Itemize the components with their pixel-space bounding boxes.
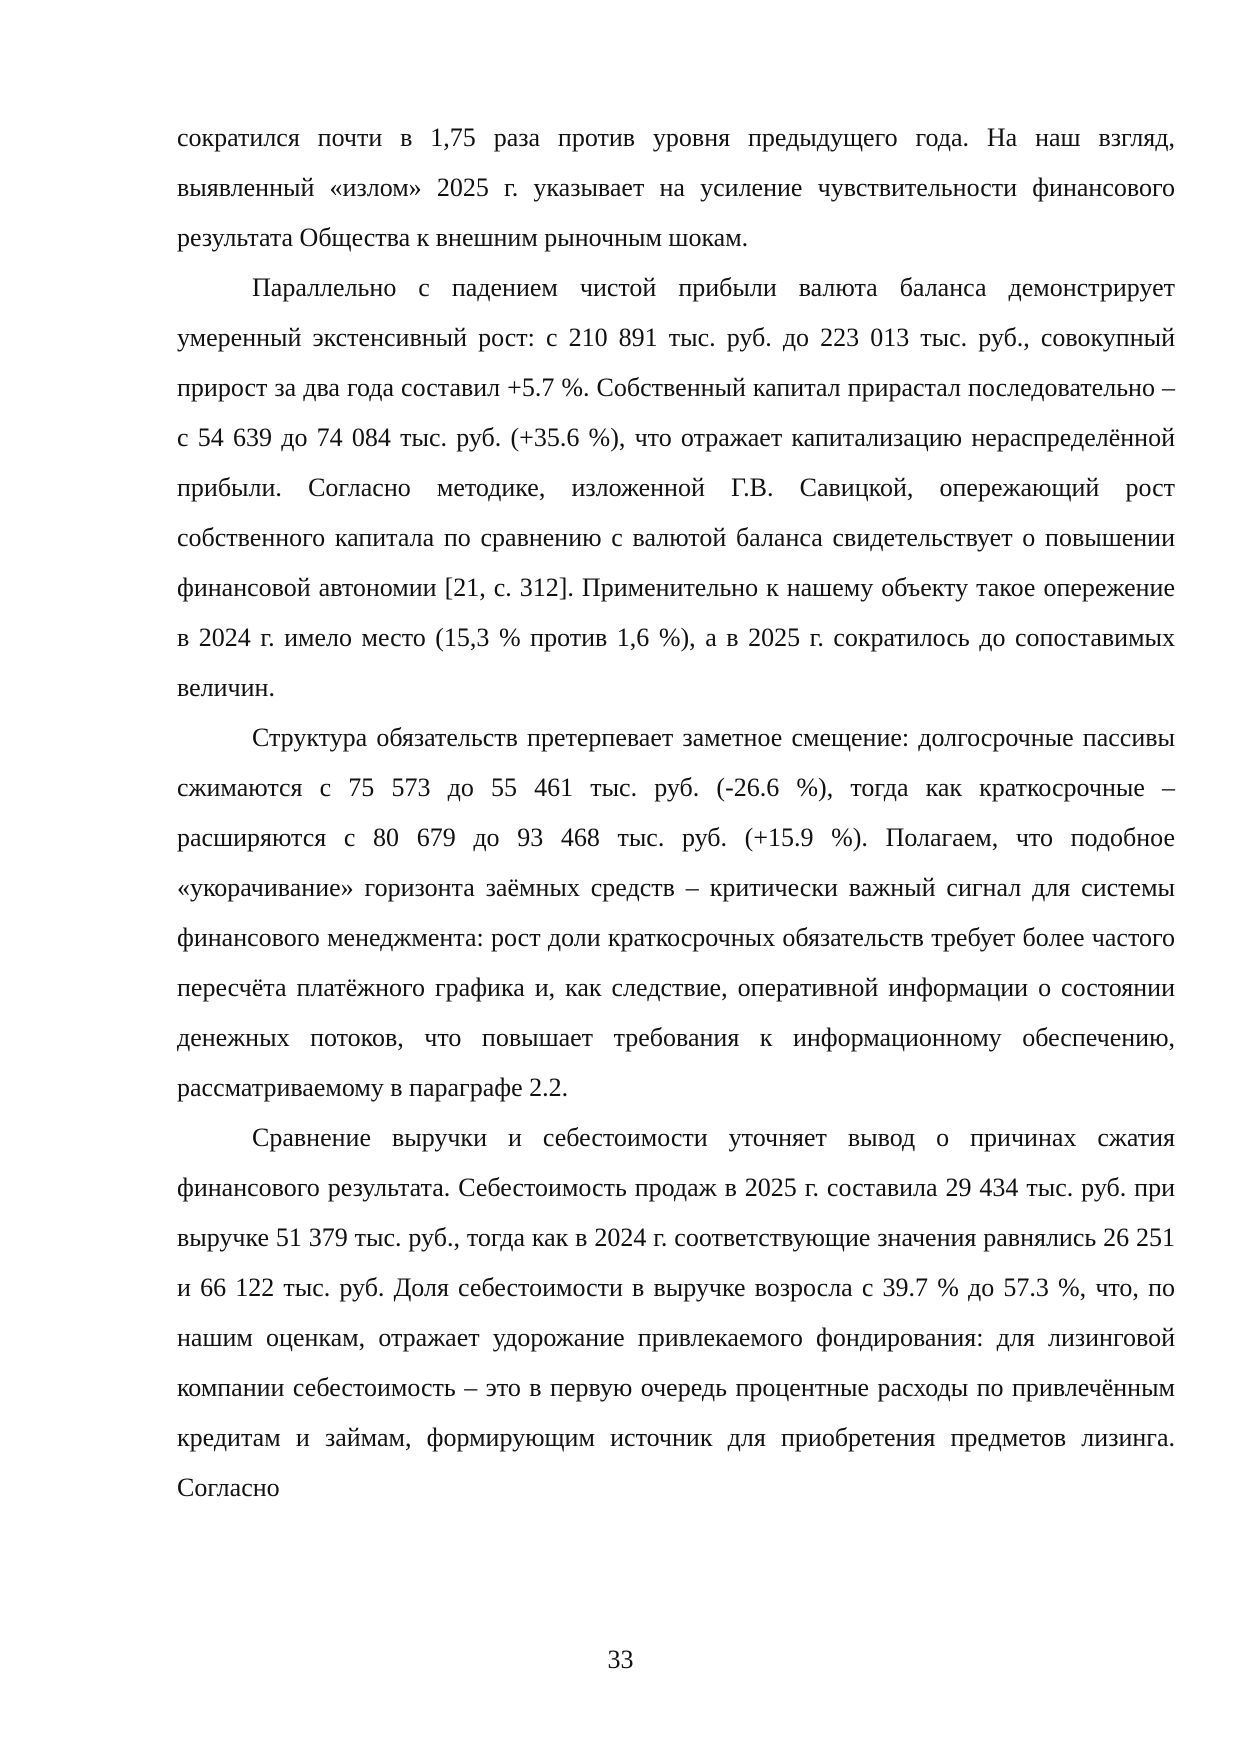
paragraph-liabilities-structure: Структура обязательств претерпевает заметное смещение: долгосрочные пассивы сжимаются с 75 573 до 55 461 тыс. руб. (-26.6 %), тогда как краткосрочные – расширяются с 80 679 до 93 468 тыс. руб. (+15.9 %). Полагаем, что подобное «укорачивание» горизонта заёмных средств – критически важный сигнал для системы финансового менеджмента: рост доли краткосрочных обязательств требует более частого пересчёта платёжного графика и, как следствие, оперативной информации о состоянии денежных потоков, что повышает требования к информационному обеспечению, рассматриваемому в параграфе 2.2. bbox=[177, 723, 1175, 1102]
body-text bbox=[177, 113, 1175, 1513]
paragraph-balance-growth: Параллельно с падением чистой прибыли валюта баланса демонстрирует умеренный экстенсивный рост: с 210 891 тыс. руб. до 223 013 тыс. руб., совокупный прирост за два года составил +5.7 %. Собственный капитал прирастал последовательно – с 54 639 до 74 084 тыс. руб. (+35.6 %), что отражает капитализацию нераспределённой прибыли. Согласно методике, изложенной Г.В. Савицкой, опережающий рост собственного капитала по сравнению с валютой баланса свидетельствует о повышении финансовой автономии [21, с. 312]. Применительно к нашему объекту такое опережение в 2024 г. имело место (15,3 % против 1,6 %), а в 2025 г. сократилось до сопоставимых величин. bbox=[177, 273, 1175, 702]
paragraph-continuation: сократился почти в 1,75 раза против уровня предыдущего года. На наш взгляд, выявленный «излом» 2025 г. указывает на усиление чувствительности финансового результата Общества к внешним рыночным шокам. bbox=[177, 123, 1175, 252]
paragraph-revenue-cost: Сравнение выручки и себестоимости уточняет вывод о причинах сжатия финансового результата. Себестоимость продаж в 2025 г. составила 29 434 тыс. руб. при выручке 51 379 тыс. руб., тогда как в 2024 г. соответствующие значения равнялись 26 251 и 66 122 тыс. руб. Доля себестоимости в выручке возросла с 39.7 % до 57.3 %, что, по нашим оценкам, отражает удорожание привлекаемого фондирования: для лизинговой компании себестоимость – это в первую очередь процентные расходы по привлечённым кредитам и займам, формирующим источник для приобретения предметов лизинга. Согласно bbox=[177, 1123, 1175, 1502]
page-number: 33 bbox=[607, 1645, 634, 1674]
